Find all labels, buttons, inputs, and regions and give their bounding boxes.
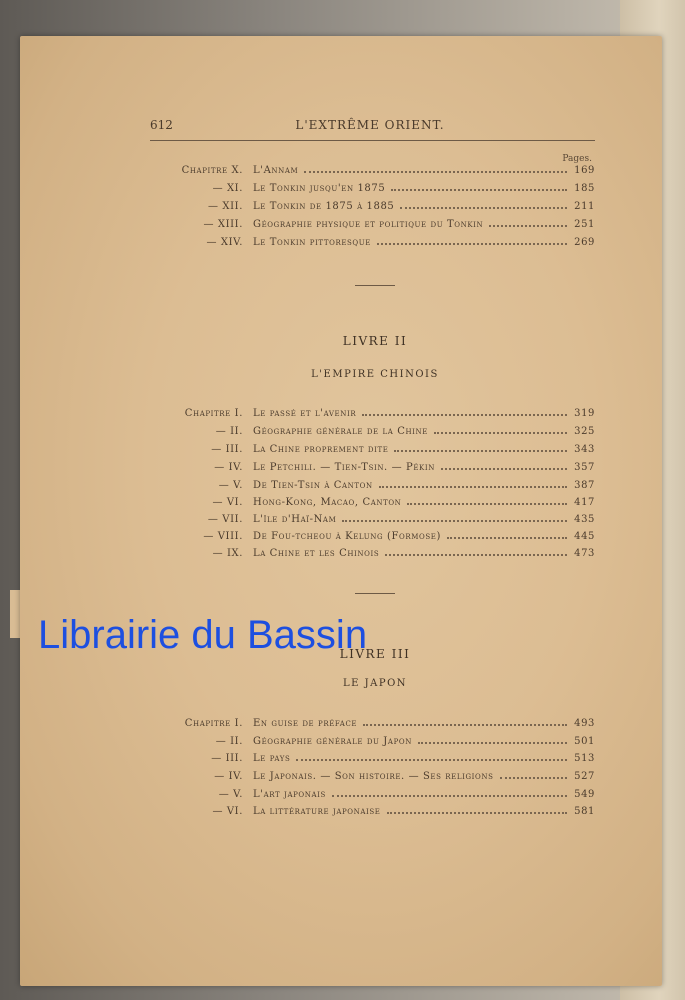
chapter-page: 513 <box>574 753 595 764</box>
leader-dots <box>363 724 567 726</box>
toc-row <box>155 408 595 424</box>
chapter-label: — VII. <box>207 514 243 525</box>
chapter-title: Le pays <box>253 753 291 764</box>
chapter-page: 549 <box>574 789 595 800</box>
toc-row <box>155 201 595 217</box>
leader-dots <box>387 812 568 814</box>
chapter-page: 325 <box>574 426 595 437</box>
chapter-page: 501 <box>574 736 595 747</box>
leader-dots <box>500 777 567 779</box>
chapter-page: 493 <box>574 718 595 729</box>
chapter-page: 251 <box>574 219 595 230</box>
chapter-title: De Fou-tcheou à Kelung (Formose) <box>253 531 441 542</box>
chapter-title: Le Tonkin de 1875 à 1885 <box>253 201 395 212</box>
section-separator <box>355 285 395 286</box>
chapter-title: Hong-Kong, Macao, Canton <box>253 497 402 508</box>
chapter-label: Chapitre X. <box>181 165 243 176</box>
chapter-title: Le Tonkin pittoresque <box>253 237 371 248</box>
toc-row <box>155 789 595 805</box>
leader-dots <box>407 503 567 505</box>
running-header <box>150 118 590 138</box>
pages-column-label: Pages. <box>562 154 592 164</box>
chapter-label: — XIV. <box>206 237 243 248</box>
chapter-label: Chapitre I. <box>184 408 243 419</box>
toc-row <box>155 531 595 547</box>
toc-row <box>155 497 595 513</box>
chapter-title: Géographie générale de la Chine <box>253 426 428 437</box>
toc-row <box>155 806 595 822</box>
chapter-label: — V. <box>218 789 243 800</box>
toc-row <box>155 718 595 734</box>
chapter-page: 473 <box>574 548 595 559</box>
chapter-title: De Tien-Tsin à Canton <box>253 480 373 491</box>
watermark: Librairie du Bassin <box>38 613 368 657</box>
toc-row <box>155 183 595 199</box>
toc-row <box>155 165 595 181</box>
chapter-page: 269 <box>574 237 595 248</box>
chapter-label: — II. <box>215 426 243 437</box>
page-edge-tab <box>10 590 20 638</box>
chapter-page: 445 <box>574 531 595 542</box>
chapter-page: 581 <box>574 806 595 817</box>
chapter-title: La littérature japonaise <box>253 806 381 817</box>
leader-dots <box>400 207 567 209</box>
chapter-title: L'art japonais <box>253 789 326 800</box>
leader-dots <box>489 225 567 227</box>
page-number: 612 <box>150 118 173 132</box>
chapter-page: 211 <box>574 201 595 212</box>
chapter-title: L'île d'Haï-Nam <box>253 514 337 525</box>
chapter-title: En guise de préface <box>253 718 358 729</box>
chapter-page: 435 <box>574 514 595 525</box>
leader-dots <box>434 432 567 434</box>
toc-row <box>155 548 595 564</box>
leader-dots <box>332 795 567 797</box>
leader-dots <box>362 414 567 416</box>
chapter-page: 319 <box>574 408 595 419</box>
toc-row <box>155 444 595 460</box>
toc-row <box>155 753 595 769</box>
chapter-label: — II. <box>215 736 243 747</box>
chapter-label: — VI. <box>212 497 243 508</box>
header-rule <box>150 140 595 141</box>
toc-row <box>155 237 595 253</box>
book-heading: LIVRE II <box>342 334 408 348</box>
leader-dots <box>379 486 567 488</box>
running-title: L'EXTRÊME ORIENT. <box>295 118 445 132</box>
chapter-page: 343 <box>574 444 595 455</box>
toc-row <box>155 736 595 752</box>
leader-dots <box>377 243 567 245</box>
chapter-label: — V. <box>218 480 243 491</box>
leader-dots <box>391 189 567 191</box>
chapter-label: — XI. <box>212 183 243 194</box>
chapter-label: — III. <box>211 753 243 764</box>
book-subheading: LE JAPON <box>342 678 408 689</box>
leader-dots <box>342 520 567 522</box>
chapter-title: Le Petchili. — Tien-Tsin. — Pékin <box>253 462 435 473</box>
chapter-title: Le Japonais. — Son histoire. — Ses religions <box>253 771 494 782</box>
leader-dots <box>441 468 567 470</box>
leader-dots <box>385 554 567 556</box>
chapter-label: Chapitre I. <box>184 718 243 729</box>
chapter-page: 357 <box>574 462 595 473</box>
leader-dots <box>394 450 567 452</box>
toc-row <box>155 462 595 478</box>
leader-dots <box>296 759 567 761</box>
leader-dots <box>304 171 567 173</box>
toc-row <box>155 480 595 496</box>
chapter-title: La Chine proprement dite <box>253 444 389 455</box>
chapter-title: Géographie générale du Japon <box>253 736 412 747</box>
toc-row <box>155 771 595 787</box>
chapter-label: — XIII. <box>203 219 243 230</box>
leader-dots <box>447 537 567 539</box>
book-heading: LIVRE III <box>339 647 411 661</box>
section-separator <box>355 593 395 594</box>
chapter-title: La Chine et les Chinois <box>253 548 380 559</box>
chapter-label: — III. <box>211 444 243 455</box>
chapter-page: 169 <box>574 165 595 176</box>
chapter-label: — IV. <box>214 771 243 782</box>
chapter-title: L'Annam <box>253 165 299 176</box>
chapter-label: — IV. <box>214 462 243 473</box>
chapter-label: — VI. <box>212 806 243 817</box>
chapter-page: 417 <box>574 497 595 508</box>
toc-row <box>155 426 595 442</box>
chapter-title: Le Tonkin jusqu'en 1875 <box>253 183 386 194</box>
chapter-title: Géographie physique et politique du Tonkin <box>253 219 484 230</box>
chapter-page: 527 <box>574 771 595 782</box>
book-subheading: L'EMPIRE CHINOIS <box>311 369 439 380</box>
toc-row <box>155 514 595 530</box>
chapter-page: 387 <box>574 480 595 491</box>
leader-dots <box>418 742 567 744</box>
chapter-title: Le passé et l'avenir <box>253 408 357 419</box>
chapter-page: 185 <box>574 183 595 194</box>
toc-row <box>155 219 595 235</box>
chapter-label: — XII. <box>208 201 243 212</box>
chapter-label: — IX. <box>212 548 243 559</box>
chapter-label: — VIII. <box>203 531 243 542</box>
